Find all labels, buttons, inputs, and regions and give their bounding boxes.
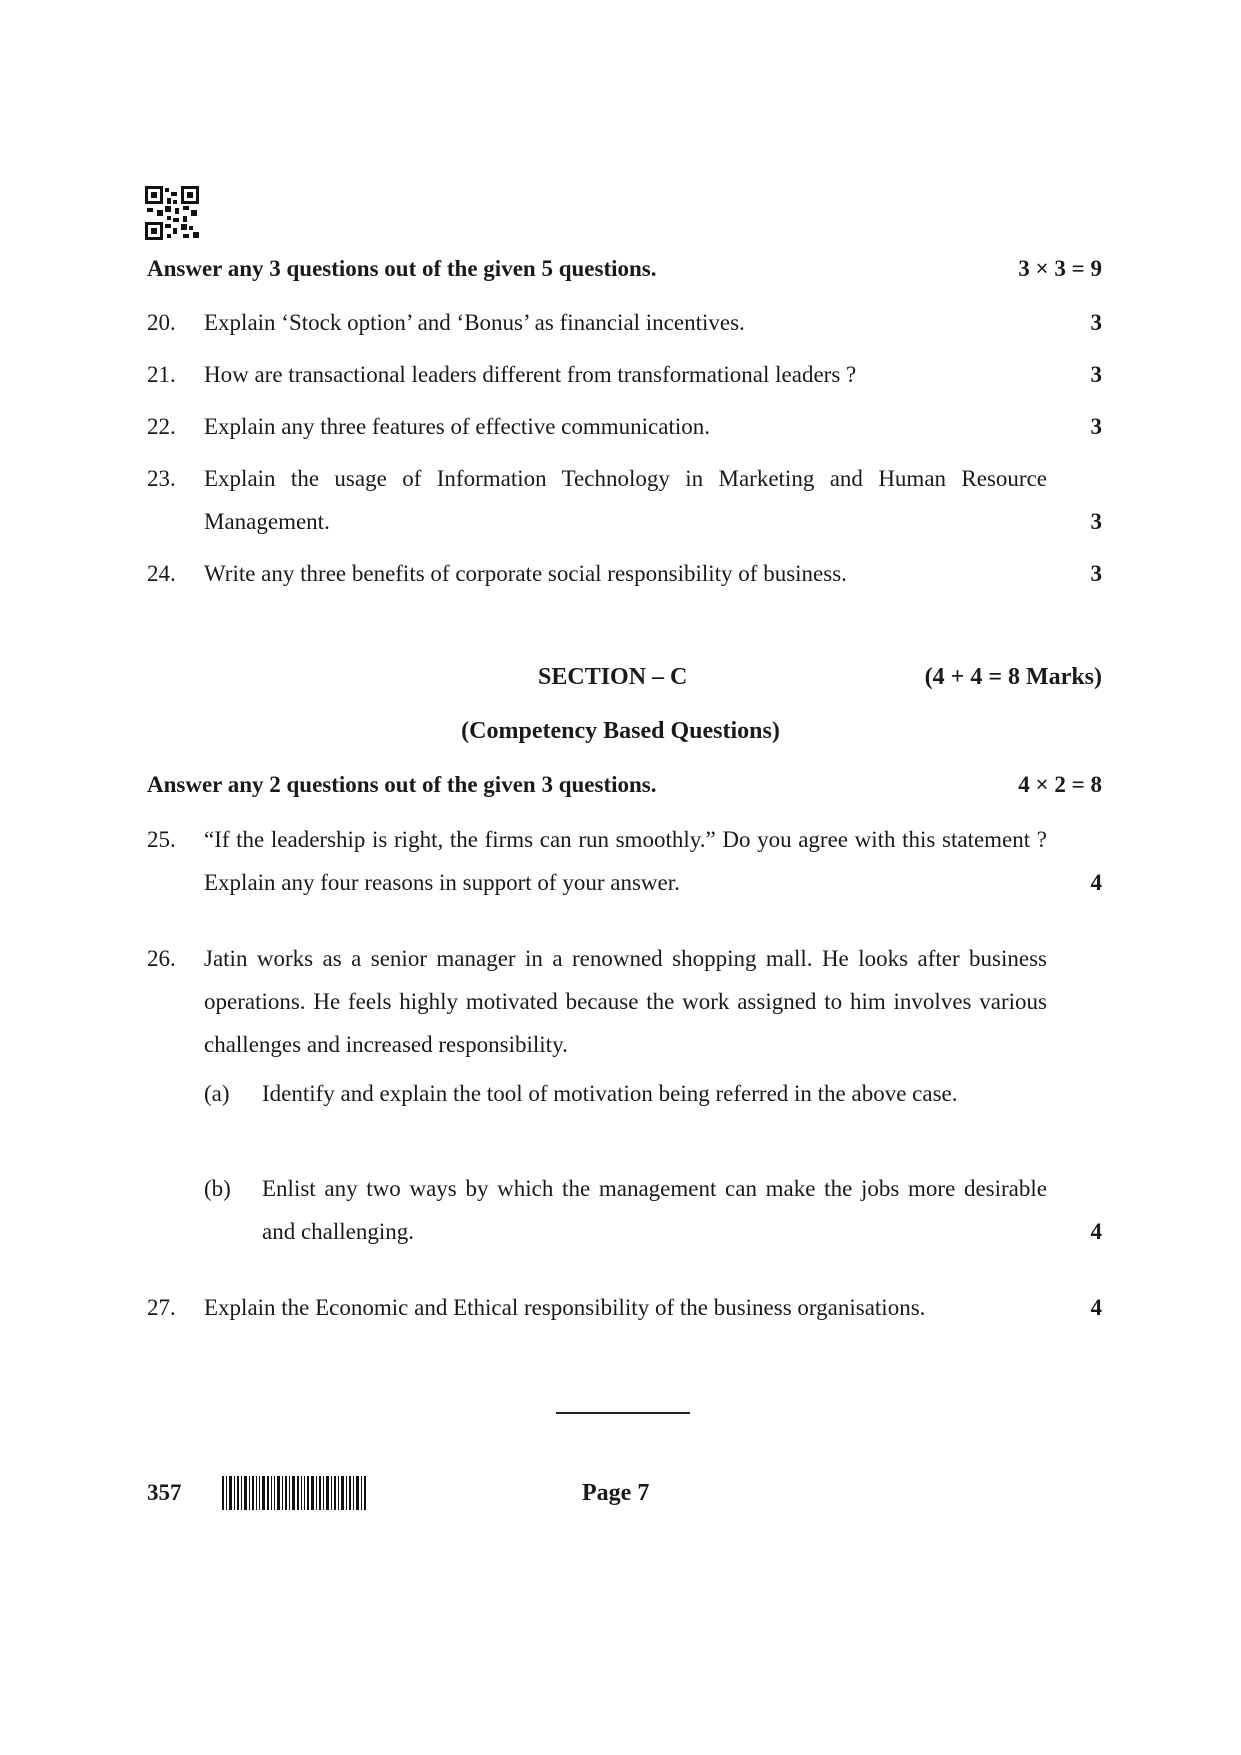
part-label: (b)	[204, 1176, 231, 1201]
question-marks: 4	[1090, 1295, 1102, 1320]
question-marks: 3	[1090, 561, 1102, 586]
question-number: 22.	[147, 414, 176, 439]
page-number: Page 7	[582, 1480, 650, 1506]
question-text: Explain the usage of Information Technology in Marketing and Human Resource Management.	[204, 466, 1047, 534]
question-marks: 4	[1090, 870, 1102, 895]
section-title: SECTION – C	[538, 664, 688, 690]
question-23	[147, 457, 1102, 543]
part-text: Enlist any two ways by which the management can make the jobs more desirable and challenging.	[262, 1176, 1047, 1244]
question-20	[147, 301, 1102, 344]
question-text: “If the leadership is right, the firms can run smoothly.” Do you agree with this statement ? Explain any four reasons in support of your answer.	[204, 827, 1047, 895]
question-number: 24.	[147, 561, 176, 586]
end-rule	[556, 1412, 690, 1414]
question-number: 25.	[147, 827, 176, 852]
question-marks: 4	[1090, 1219, 1102, 1244]
question-marks: 3	[1090, 310, 1102, 335]
part-label: (a)	[204, 1081, 230, 1106]
question-24	[147, 552, 1102, 595]
instruction-marks: 3 × 3 = 9	[1018, 256, 1102, 281]
question-26-part-b	[204, 1167, 1102, 1253]
question-marks: 3	[1090, 414, 1102, 439]
section-b-instruction	[147, 256, 1102, 282]
question-text: Explain any three features of effective communication.	[204, 414, 710, 439]
qr-code-icon	[145, 186, 199, 240]
question-text: How are transactional leaders different from transformational leaders ?	[204, 362, 857, 387]
question-21	[147, 353, 1102, 396]
question-number: 20.	[147, 310, 176, 335]
question-text: Write any three benefits of corporate social responsibility of business.	[204, 561, 847, 586]
section-subtitle: (Competency Based Questions)	[461, 718, 780, 744]
question-25	[147, 818, 1102, 904]
instruction-text: Answer any 3 questions out of the given 5 questions.	[147, 256, 657, 281]
question-text: Explain the Economic and Ethical responsibility of the business organisations.	[204, 1295, 926, 1320]
instruction-text: Answer any 2 questions out of the given 3 questions.	[147, 772, 657, 797]
section-marks: (4 + 4 = 8 Marks)	[924, 664, 1102, 690]
section-c-instruction	[147, 772, 1102, 798]
question-number: 27.	[147, 1295, 176, 1320]
question-marks: 3	[1090, 509, 1102, 534]
part-text: Identify and explain the tool of motivation being referred in the above case.	[262, 1081, 958, 1106]
paper-code: 357	[147, 1480, 182, 1505]
instruction-marks: 4 × 2 = 8	[1018, 772, 1102, 797]
question-number: 23.	[147, 466, 176, 491]
question-text: Jatin works as a senior manager in a renowned shopping mall. He looks after business operations. He feels highly motivated because the work assigned to him involves various challenges and increased responsibility.	[204, 946, 1047, 1057]
question-26	[147, 937, 1102, 1066]
question-27	[147, 1286, 1102, 1329]
question-number: 26.	[147, 946, 176, 971]
barcode-icon	[222, 1476, 368, 1510]
question-text: Explain ‘Stock option’ and ‘Bonus’ as financial incentives.	[204, 310, 745, 335]
question-number: 21.	[147, 362, 176, 387]
question-marks: 3	[1090, 362, 1102, 387]
question-22	[147, 405, 1102, 448]
question-26-part-a	[204, 1072, 1102, 1115]
